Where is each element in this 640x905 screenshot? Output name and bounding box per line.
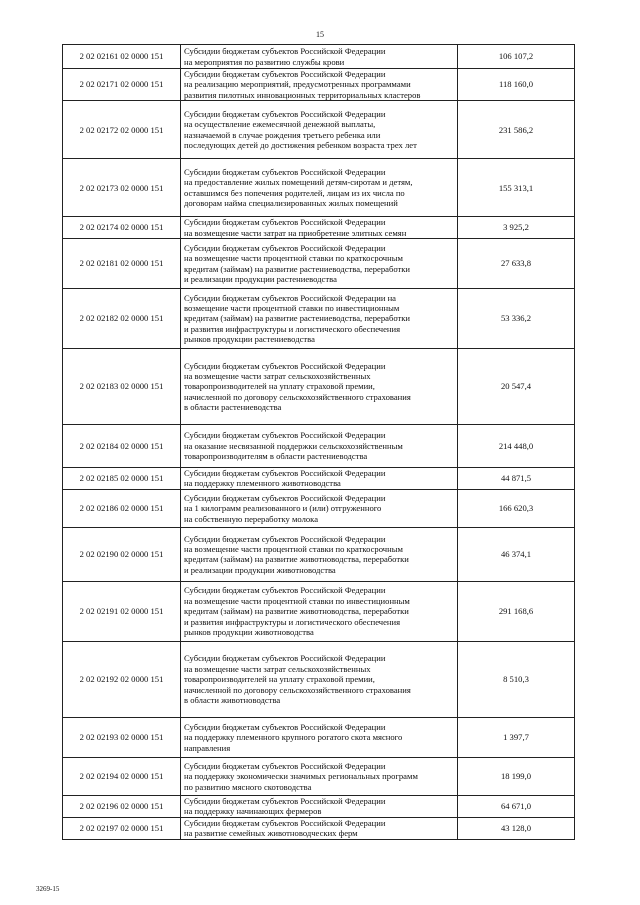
description-line: рынков продукции животноводства (184, 626, 314, 637)
description-line: договорам найма специализированных жилых помещений (184, 198, 398, 209)
description-line: Субсидии бюджетам субъектов Российской Федерации (184, 492, 386, 503)
table-row (63, 641, 575, 717)
description-line: Субсидии бюджетам субъектов Российской Федерации (184, 217, 386, 228)
description-line: на мероприятия по развитию службы крови (184, 56, 345, 67)
classification-code-cell: 2 02 02181 02 0000 151 (63, 239, 181, 289)
description-line: на реализацию мероприятий, предусмотренных программами (184, 79, 411, 90)
table-row (63, 468, 575, 490)
description-line: Субсидии бюджетам субъектов Российской Федерации (184, 166, 386, 177)
description-cell (181, 69, 458, 101)
table-row (63, 289, 575, 349)
description-line: Субсидии бюджетам субъектов Российской Федерации (184, 69, 386, 79)
description-cell (181, 489, 458, 527)
document-footer-code: 3269-15 (36, 885, 60, 893)
table-row (63, 757, 575, 795)
description-line: начисленной по договору сельскохозяйственного страхования (184, 684, 411, 695)
description-line: и развития инфраструктуры и логистического обеспечения (184, 323, 401, 334)
description-line: рынков продукции растениеводства (184, 334, 315, 345)
description-line: развития пилотных инновационных территориальных кластеров (184, 89, 421, 100)
table-row (63, 69, 575, 101)
description-cell (181, 757, 458, 795)
description-line: в области животноводства (184, 694, 281, 705)
description-line: на поддержку начинающих фермеров (184, 806, 322, 817)
classification-code-cell: 2 02 02173 02 0000 151 (63, 159, 181, 217)
description-line: и развития инфраструктуры и логистического обеспечения (184, 616, 401, 627)
description-line: на 1 килограмм реализованного и (или) отгруженного (184, 503, 382, 514)
amount-cell: 43 128,0 (458, 817, 575, 839)
description-cell (181, 717, 458, 757)
description-line: на осуществление ежемесячной денежной выплаты, (184, 119, 376, 130)
description-cell (181, 289, 458, 349)
description-line: кредитам (займам) на развитие животноводства, переработки (184, 606, 409, 617)
table-row (63, 489, 575, 527)
table-row (63, 717, 575, 757)
table-row (63, 527, 575, 581)
description-line: кредитам (займам) на развитие растениеводства, переработки (184, 313, 411, 324)
description-line: начисленной по договору сельскохозяйственного страхования (184, 391, 411, 402)
description-line: товаропроизводителям в области растениеводства (184, 451, 368, 462)
classification-code-cell: 2 02 02193 02 0000 151 (63, 717, 181, 757)
amount-cell: 155 313,1 (458, 159, 575, 217)
classification-code-cell: 2 02 02184 02 0000 151 (63, 425, 181, 468)
classification-code-cell: 2 02 02182 02 0000 151 (63, 289, 181, 349)
description-cell (181, 101, 458, 159)
description-line: Субсидии бюджетам субъектов Российской Федерации (184, 653, 386, 664)
description-line: на возмещение части затрат сельскохозяйственных (184, 370, 371, 381)
description-cell (181, 641, 458, 717)
description-line: Субсидии бюджетам субъектов Российской Федерации (184, 795, 386, 806)
description-line: на возмещение части затрат сельскохозяйственных (184, 663, 371, 674)
description-line: назначаемой в случае рождения третьего ребенка или (184, 129, 381, 140)
description-line: на поддержку племенного животноводства (184, 478, 341, 489)
table-row (63, 425, 575, 468)
description-line: кредитам (займам) на развитие животноводства, переработки (184, 554, 409, 565)
description-line: и реализации продукции животноводства (184, 564, 336, 575)
classification-code-cell: 2 02 02171 02 0000 151 (63, 69, 181, 101)
description-line: кредитам (займам) на развитие растениеводства, переработки (184, 263, 411, 274)
amount-cell: 231 586,2 (458, 101, 575, 159)
description-cell (181, 468, 458, 490)
table-row (63, 581, 575, 641)
description-line: на возмещение части затрат на приобретение элитных семян (184, 227, 407, 238)
amount-cell: 44 871,5 (458, 468, 575, 490)
table-row (63, 101, 575, 159)
description-line: по развитию мясного скотоводства (184, 781, 312, 792)
description-line: Субсидии бюджетам субъектов Российской Федерации (184, 533, 386, 544)
description-cell (181, 45, 458, 69)
table-row (63, 239, 575, 289)
classification-code-cell: 2 02 02174 02 0000 151 (63, 217, 181, 239)
description-cell (181, 527, 458, 581)
classification-code-cell: 2 02 02196 02 0000 151 (63, 795, 181, 817)
amount-cell: 3 925,2 (458, 217, 575, 239)
classification-code-cell: 2 02 02186 02 0000 151 (63, 489, 181, 527)
description-line: Субсидии бюджетам субъектов Российской Федерации (184, 721, 386, 732)
description-cell (181, 817, 458, 839)
description-line: Субсидии бюджетам субъектов Российской Федерации (184, 468, 386, 479)
description-line: возмещение части процентной ставки по инвестиционным (184, 302, 400, 313)
description-line: оставшимся без попечения родителей, лицам из их числа по (184, 187, 405, 198)
description-line: последующих детей до достижения ребенком возраста трех лет (184, 140, 417, 151)
description-cell (181, 239, 458, 289)
description-line: на поддержку племенного крупного рогатого скота мясного (184, 732, 403, 743)
description-line: на возмещение части процентной ставки по инвестиционным (184, 595, 410, 606)
table-row (63, 217, 575, 239)
description-line: в области растениеводства (184, 402, 282, 413)
description-line: Субсидии бюджетам субъектов Российской Федерации (184, 46, 386, 57)
amount-cell: 8 510,3 (458, 641, 575, 717)
table-row (63, 45, 575, 69)
description-line: на предоставление жилых помещений детям-сиротам и детям, (184, 177, 413, 188)
amount-cell: 27 633,8 (458, 239, 575, 289)
description-line: на собственную переработку молока (184, 513, 319, 524)
amount-cell: 106 107,2 (458, 45, 575, 69)
description-line: на развитие семейных животноводческих ферм (184, 828, 358, 839)
amount-cell: 64 671,0 (458, 795, 575, 817)
table-row (63, 795, 575, 817)
description-line: направления (184, 742, 231, 753)
description-line: на оказание несвязанной поддержки сельскохозяйственным (184, 440, 403, 451)
description-line: товаропроизводителей на уплату страховой премии, (184, 381, 375, 392)
description-cell (181, 425, 458, 468)
classification-code-cell: 2 02 02190 02 0000 151 (63, 527, 181, 581)
description-cell (181, 581, 458, 641)
description-line: Субсидии бюджетам субъектов Российской Федерации (184, 585, 386, 596)
description-line: и реализации продукции растениеводства (184, 273, 337, 284)
amount-cell: 166 620,3 (458, 489, 575, 527)
amount-cell: 118 160,0 (458, 69, 575, 101)
description-cell (181, 795, 458, 817)
description-line: на поддержку экономически значимых региональных программ (184, 771, 418, 782)
description-line: на возмещение части процентной ставки по краткосрочным (184, 543, 403, 554)
page-number: 15 (316, 30, 324, 39)
amount-cell: 291 168,6 (458, 581, 575, 641)
table-row (63, 817, 575, 839)
amount-cell: 214 448,0 (458, 425, 575, 468)
amount-cell: 1 397,7 (458, 717, 575, 757)
table-row (63, 159, 575, 217)
classification-code-cell: 2 02 02192 02 0000 151 (63, 641, 181, 717)
description-line: товаропроизводителей на уплату страховой премии, (184, 674, 375, 685)
table-row (63, 349, 575, 425)
description-line: Субсидии бюджетам субъектов Российской Федерации (184, 242, 386, 253)
description-line: Субсидии бюджетам субъектов Российской Федерации (184, 360, 386, 371)
classification-code-cell: 2 02 02191 02 0000 151 (63, 581, 181, 641)
amount-cell: 20 547,4 (458, 349, 575, 425)
description-cell (181, 159, 458, 217)
classification-code-cell: 2 02 02172 02 0000 151 (63, 101, 181, 159)
description-line: Субсидии бюджетам субъектов Российской Федерации (184, 430, 386, 441)
description-line: на возмещение части процентной ставки по краткосрочным (184, 253, 403, 264)
amount-cell: 46 374,1 (458, 527, 575, 581)
classification-code-cell: 2 02 02197 02 0000 151 (63, 817, 181, 839)
budget-revenue-table (62, 44, 575, 840)
classification-code-cell: 2 02 02185 02 0000 151 (63, 468, 181, 490)
description-cell (181, 217, 458, 239)
classification-code-cell: 2 02 02161 02 0000 151 (63, 45, 181, 69)
description-line: Субсидии бюджетам субъектов Российской Федерации (184, 817, 386, 828)
description-cell (181, 349, 458, 425)
description-line: Субсидии бюджетам субъектов Российской Федерации (184, 108, 386, 119)
amount-cell: 18 199,0 (458, 757, 575, 795)
classification-code-cell: 2 02 02194 02 0000 151 (63, 757, 181, 795)
classification-code-cell: 2 02 02183 02 0000 151 (63, 349, 181, 425)
description-line: Субсидии бюджетам субъектов Российской Федерации на (184, 292, 396, 303)
description-line: Субсидии бюджетам субъектов Российской Федерации (184, 760, 386, 771)
amount-cell: 53 336,2 (458, 289, 575, 349)
